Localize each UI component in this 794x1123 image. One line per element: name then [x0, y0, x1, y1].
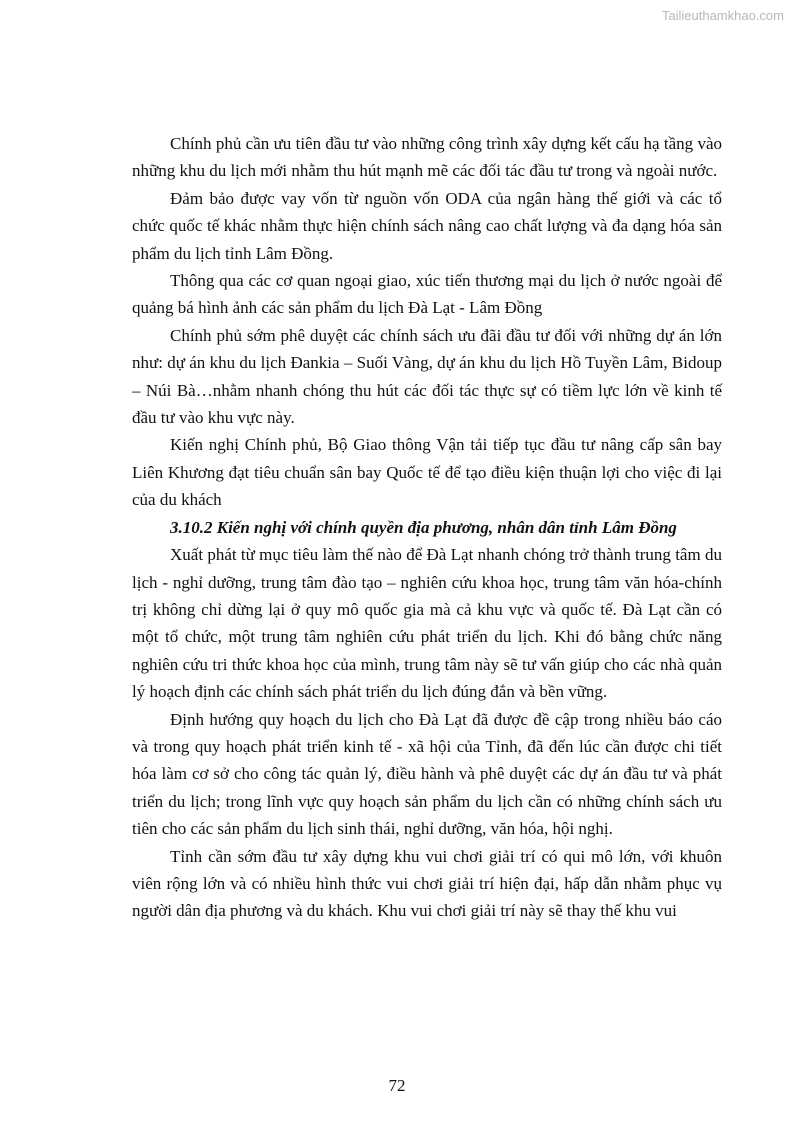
document-body — [132, 130, 722, 925]
paragraph: Đảm bảo được vay vốn từ nguồn vốn ODA của ngân hàng thế giới và các tổ chức quốc tế khác nhằm thực hiện chính sách nâng cao chất lượng và đa dạng hóa sản phẩm du lịch tỉnh Lâm Đồng. — [132, 188, 722, 263]
section-heading: 3.10.2 Kiến nghị với chính quyền địa phương, nhân dân tỉnh Lâm Đồng — [170, 517, 677, 537]
paragraph: Chính phủ cần ưu tiên đầu tư vào những công trình xây dựng kết cấu hạ tầng vào những khu du lịch mới nhằm thu hút mạnh mẽ các đối tác đầu tư trong và ngoài nước. — [132, 134, 722, 181]
page-number: 72 — [388, 1076, 406, 1095]
paragraph: Thông qua các cơ quan ngoại giao, xúc tiến thương mại du lịch ở nước ngoài để quảng bá hình ảnh các sản phẩm du lịch Đà Lạt - Lâm Đồng — [132, 271, 722, 318]
watermark: Tailieuthamkhao.com — [661, 8, 784, 23]
paragraph: Xuất phát từ mục tiêu làm thế nào để Đà Lạt nhanh chóng trở thành trung tâm du lịch - nghỉ dưỡng, trung tâm đào tạo – nghiên cứu khoa học, trung tâm văn hóa-chính trị không chỉ dừng lại ở quy mô quốc gia mà cả khu vực và quốc tế. Đà Lạt cần có một tổ chức, một trung tâm nghiên cứu phát triển du lịch. Khi đó bằng chức năng nghiên cứu tri thức khoa học của mình, trung tâm này sẽ tư vấn giúp cho các nhà quản lý hoạch định các chính sách phát triển du lịch đúng đắn và bền vững. — [132, 545, 722, 702]
paragraph: Định hướng quy hoạch du lịch cho Đà Lạt đã được đề cập trong nhiều báo cáo và trong quy hoạch phát triển kinh tế - xã hội của Tỉnh, đã đến lúc cần được chi tiết hóa làm cơ sở cho công tác quản lý, điều hành và phê duyệt các dự án đầu tư và phát triển du lịch; trong lĩnh vực quy hoạch sản phẩm du lịch cần có những chính sách ưu tiên cho các sản phẩm du lịch sinh thái, nghỉ dưỡng, văn hóa, hội nghị. — [132, 709, 722, 839]
paragraph: Kiến nghị Chính phủ, Bộ Giao thông Vận tải tiếp tục đầu tư nâng cấp sân bay Liên Khương đạt tiêu chuẩn sân bay Quốc tế để tạo điều kiện thuận lợi cho việc đi lại của du khách — [132, 435, 722, 510]
paragraph: Chính phủ sớm phê duyệt các chính sách ưu đãi đầu tư đối với những dự án lớn như: dự án khu du lịch Đankia – Suối Vàng, dự án khu du lịch Hồ Tuyền Lâm, Bidoup – Núi Bà…nhằm nhanh chóng thu hút các đối tác thực sự có tiềm lực lớn về kinh tế đầu tư vào khu vực này. — [132, 325, 722, 428]
paragraph: Tỉnh cần sớm đầu tư xây dựng khu vui chơi giải trí có qui mô lớn, với khuôn viên rộng lớn và có nhiều hình thức vui chơi giải trí hiện đại, hấp dẫn nhằm phục vụ người dân địa phương và du khách. Khu vui chơi giải trí này sẽ thay thế khu vui — [132, 846, 722, 921]
